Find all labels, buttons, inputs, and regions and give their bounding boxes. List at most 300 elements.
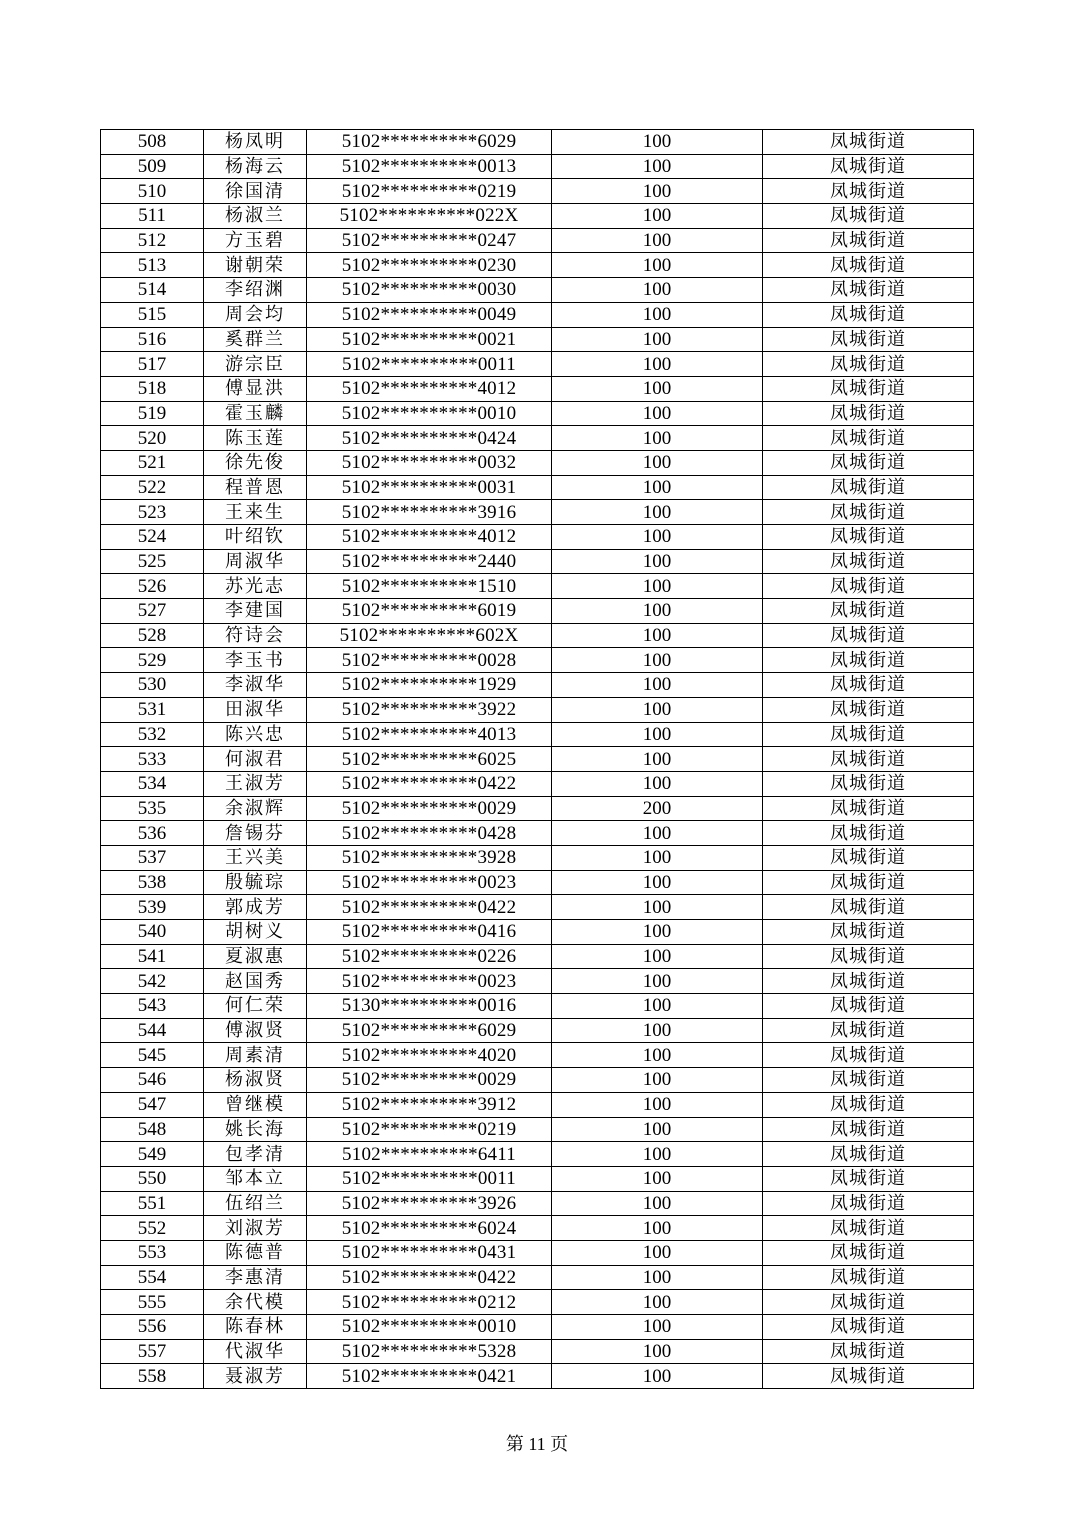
- cell-street: 凤城街道: [763, 253, 974, 278]
- cell-name: 周素清: [204, 1043, 307, 1068]
- cell-index: 526: [101, 574, 204, 599]
- cell-index: 534: [101, 771, 204, 796]
- cell-amount: 100: [552, 1043, 763, 1068]
- cell-name: 杨海云: [204, 154, 307, 179]
- cell-street: 凤城街道: [763, 1142, 974, 1167]
- cell-id-number: 5102**********4013: [307, 722, 552, 747]
- cell-amount: 100: [552, 574, 763, 599]
- table-row: [101, 154, 974, 179]
- cell-id-number: 5102**********0424: [307, 426, 552, 451]
- cell-id-number: 5102**********0219: [307, 1117, 552, 1142]
- cell-id-number: 5102**********0422: [307, 1265, 552, 1290]
- cell-amount: 100: [552, 747, 763, 772]
- cell-id-number: 5130**********0016: [307, 994, 552, 1019]
- cell-id-number: 5102**********0416: [307, 920, 552, 945]
- cell-id-number: 5102**********0013: [307, 154, 552, 179]
- cell-street: 凤城街道: [763, 450, 974, 475]
- cell-name: 陈兴忠: [204, 722, 307, 747]
- cell-name: 郭成芳: [204, 895, 307, 920]
- cell-street: 凤城街道: [763, 1240, 974, 1265]
- cell-name: 陈德普: [204, 1240, 307, 1265]
- cell-amount: 100: [552, 648, 763, 673]
- cell-id-number: 5102**********0021: [307, 327, 552, 352]
- cell-index: 554: [101, 1265, 204, 1290]
- cell-name: 余淑辉: [204, 796, 307, 821]
- cell-amount: 100: [552, 673, 763, 698]
- cell-amount: 100: [552, 352, 763, 377]
- cell-name: 陈春林: [204, 1315, 307, 1340]
- cell-id-number: 5102**********6019: [307, 599, 552, 624]
- cell-index: 510: [101, 179, 204, 204]
- cell-index: 527: [101, 599, 204, 624]
- cell-amount: 100: [552, 475, 763, 500]
- cell-index: 543: [101, 994, 204, 1019]
- table-row: [101, 1339, 974, 1364]
- cell-name: 包孝清: [204, 1142, 307, 1167]
- cell-index: 528: [101, 623, 204, 648]
- cell-amount: 100: [552, 376, 763, 401]
- table-row: [101, 920, 974, 945]
- page-number: 第 11 页: [505, 1434, 569, 1454]
- table-row: [101, 969, 974, 994]
- cell-amount: 100: [552, 944, 763, 969]
- cell-amount: 100: [552, 401, 763, 426]
- cell-index: 518: [101, 376, 204, 401]
- cell-name: 傅淑贤: [204, 1018, 307, 1043]
- cell-id-number: 5102**********0230: [307, 253, 552, 278]
- cell-name: 周会均: [204, 302, 307, 327]
- cell-index: 535: [101, 796, 204, 821]
- cell-amount: 100: [552, 623, 763, 648]
- cell-id-number: 5102**********4012: [307, 525, 552, 550]
- cell-name: 徐国清: [204, 179, 307, 204]
- cell-index: 546: [101, 1068, 204, 1093]
- cell-index: 548: [101, 1117, 204, 1142]
- cell-index: 508: [101, 130, 204, 155]
- table-row: [101, 1166, 974, 1191]
- table-row: [101, 747, 974, 772]
- cell-name: 傅显洪: [204, 376, 307, 401]
- table-row: [101, 1142, 974, 1167]
- cell-index: 550: [101, 1166, 204, 1191]
- cell-id-number: 5102**********0011: [307, 1166, 552, 1191]
- cell-street: 凤城街道: [763, 1364, 974, 1389]
- cell-street: 凤城街道: [763, 944, 974, 969]
- cell-index: 524: [101, 525, 204, 550]
- cell-street: 凤城街道: [763, 204, 974, 229]
- cell-name: 叶绍钦: [204, 525, 307, 550]
- cell-index: 514: [101, 278, 204, 303]
- cell-index: 536: [101, 821, 204, 846]
- table-row: [101, 821, 974, 846]
- cell-name: 赵国秀: [204, 969, 307, 994]
- cell-street: 凤城街道: [763, 1166, 974, 1191]
- table-row: [101, 1265, 974, 1290]
- cell-id-number: 5102**********3916: [307, 500, 552, 525]
- cell-amount: 100: [552, 450, 763, 475]
- table-row: [101, 228, 974, 253]
- cell-street: 凤城街道: [763, 697, 974, 722]
- table-row: [101, 1191, 974, 1216]
- cell-amount: 100: [552, 821, 763, 846]
- cell-id-number: 5102**********0422: [307, 895, 552, 920]
- cell-id-number: 5102**********0219: [307, 179, 552, 204]
- cell-amount: 100: [552, 920, 763, 945]
- table-row: [101, 895, 974, 920]
- table-row: [101, 648, 974, 673]
- cell-index: 558: [101, 1364, 204, 1389]
- cell-id-number: 5102**********4020: [307, 1043, 552, 1068]
- cell-street: 凤城街道: [763, 1068, 974, 1093]
- cell-amount: 100: [552, 994, 763, 1019]
- cell-street: 凤城街道: [763, 1018, 974, 1043]
- cell-amount: 100: [552, 228, 763, 253]
- cell-name: 周淑华: [204, 549, 307, 574]
- cell-street: 凤城街道: [763, 401, 974, 426]
- cell-id-number: 5102**********0011: [307, 352, 552, 377]
- table-row: [101, 327, 974, 352]
- cell-name: 谢朝荣: [204, 253, 307, 278]
- table-row: [101, 179, 974, 204]
- cell-name: 杨淑贤: [204, 1068, 307, 1093]
- table-row: [101, 722, 974, 747]
- table-row: [101, 302, 974, 327]
- cell-index: 545: [101, 1043, 204, 1068]
- cell-id-number: 5102**********0428: [307, 821, 552, 846]
- cell-street: 凤城街道: [763, 1216, 974, 1241]
- table-row: [101, 426, 974, 451]
- cell-id-number: 5102**********0431: [307, 1240, 552, 1265]
- cell-street: 凤城街道: [763, 969, 974, 994]
- cell-street: 凤城街道: [763, 1043, 974, 1068]
- cell-name: 杨淑兰: [204, 204, 307, 229]
- cell-name: 李建国: [204, 599, 307, 624]
- cell-amount: 100: [552, 1265, 763, 1290]
- cell-amount: 100: [552, 771, 763, 796]
- cell-street: 凤城街道: [763, 1117, 974, 1142]
- table-row: [101, 525, 974, 550]
- cell-name: 王兴美: [204, 845, 307, 870]
- cell-amount: 100: [552, 278, 763, 303]
- cell-name: 李玉书: [204, 648, 307, 673]
- cell-id-number: 5102**********3928: [307, 845, 552, 870]
- cell-index: 515: [101, 302, 204, 327]
- cell-name: 田淑华: [204, 697, 307, 722]
- cell-amount: 100: [552, 599, 763, 624]
- table-row: [101, 401, 974, 426]
- cell-id-number: 5102**********0226: [307, 944, 552, 969]
- cell-name: 刘淑芳: [204, 1216, 307, 1241]
- cell-name: 方玉碧: [204, 228, 307, 253]
- cell-amount: 100: [552, 697, 763, 722]
- cell-id-number: 5102**********6411: [307, 1142, 552, 1167]
- cell-index: 523: [101, 500, 204, 525]
- table-row: [101, 204, 974, 229]
- cell-amount: 100: [552, 130, 763, 155]
- cell-amount: 100: [552, 426, 763, 451]
- cell-name: 苏光志: [204, 574, 307, 599]
- cell-street: 凤城街道: [763, 920, 974, 945]
- cell-id-number: 5102**********0029: [307, 1068, 552, 1093]
- cell-index: 537: [101, 845, 204, 870]
- cell-amount: 100: [552, 1364, 763, 1389]
- cell-index: 522: [101, 475, 204, 500]
- cell-street: 凤城街道: [763, 648, 974, 673]
- cell-name: 詹锡芬: [204, 821, 307, 846]
- cell-amount: 100: [552, 1191, 763, 1216]
- cell-amount: 100: [552, 1142, 763, 1167]
- cell-index: 557: [101, 1339, 204, 1364]
- cell-index: 511: [101, 204, 204, 229]
- cell-name: 胡树义: [204, 920, 307, 945]
- cell-index: 512: [101, 228, 204, 253]
- cell-street: 凤城街道: [763, 475, 974, 500]
- table-body: [101, 130, 974, 1389]
- table-row: [101, 130, 974, 155]
- cell-index: 513: [101, 253, 204, 278]
- cell-id-number: 5102**********4012: [307, 376, 552, 401]
- cell-street: 凤城街道: [763, 747, 974, 772]
- cell-index: 516: [101, 327, 204, 352]
- cell-name: 殷毓琮: [204, 870, 307, 895]
- cell-id-number: 5102**********0023: [307, 870, 552, 895]
- table-row: [101, 623, 974, 648]
- cell-id-number: 5102**********0031: [307, 475, 552, 500]
- cell-index: 549: [101, 1142, 204, 1167]
- cell-index: 551: [101, 1191, 204, 1216]
- table-row: [101, 796, 974, 821]
- cell-amount: 100: [552, 1092, 763, 1117]
- cell-id-number: 5102**********0029: [307, 796, 552, 821]
- cell-name: 李绍渊: [204, 278, 307, 303]
- table-row: [101, 1240, 974, 1265]
- cell-street: 凤城街道: [763, 1092, 974, 1117]
- cell-id-number: 5102**********0049: [307, 302, 552, 327]
- cell-amount: 100: [552, 302, 763, 327]
- cell-street: 凤城街道: [763, 352, 974, 377]
- cell-street: 凤城街道: [763, 821, 974, 846]
- cell-amount: 100: [552, 179, 763, 204]
- cell-name: 聂淑芳: [204, 1364, 307, 1389]
- cell-street: 凤城街道: [763, 994, 974, 1019]
- cell-name: 王来生: [204, 500, 307, 525]
- cell-street: 凤城街道: [763, 574, 974, 599]
- table-row: [101, 1018, 974, 1043]
- cell-street: 凤城街道: [763, 549, 974, 574]
- cell-id-number: 5102**********0212: [307, 1290, 552, 1315]
- cell-id-number: 5102**********5328: [307, 1339, 552, 1364]
- cell-name: 霍玉麟: [204, 401, 307, 426]
- table-row: [101, 1290, 974, 1315]
- cell-id-number: 5102**********0421: [307, 1364, 552, 1389]
- cell-amount: 100: [552, 1290, 763, 1315]
- cell-index: 552: [101, 1216, 204, 1241]
- cell-id-number: 5102**********6029: [307, 1018, 552, 1043]
- table-row: [101, 1216, 974, 1241]
- cell-name: 李惠清: [204, 1265, 307, 1290]
- cell-name: 王淑芳: [204, 771, 307, 796]
- cell-index: 538: [101, 870, 204, 895]
- cell-street: 凤城街道: [763, 1339, 974, 1364]
- cell-id-number: 5102**********0010: [307, 1315, 552, 1340]
- table-row: [101, 450, 974, 475]
- cell-amount: 100: [552, 154, 763, 179]
- cell-street: 凤城街道: [763, 1191, 974, 1216]
- cell-street: 凤城街道: [763, 845, 974, 870]
- table-row: [101, 253, 974, 278]
- table-row: [101, 771, 974, 796]
- cell-id-number: 5102**********0023: [307, 969, 552, 994]
- table-row: [101, 1092, 974, 1117]
- cell-street: 凤城街道: [763, 130, 974, 155]
- cell-index: 525: [101, 549, 204, 574]
- cell-street: 凤城街道: [763, 376, 974, 401]
- table-row: [101, 1364, 974, 1389]
- cell-index: 509: [101, 154, 204, 179]
- cell-id-number: 5102**********0422: [307, 771, 552, 796]
- cell-name: 游宗臣: [204, 352, 307, 377]
- cell-index: 517: [101, 352, 204, 377]
- cell-index: 553: [101, 1240, 204, 1265]
- table-row: [101, 1043, 974, 1068]
- cell-amount: 100: [552, 327, 763, 352]
- cell-amount: 100: [552, 1216, 763, 1241]
- cell-amount: 100: [552, 895, 763, 920]
- cell-street: 凤城街道: [763, 179, 974, 204]
- cell-name: 邹本立: [204, 1166, 307, 1191]
- cell-index: 520: [101, 426, 204, 451]
- cell-id-number: 5102**********0030: [307, 278, 552, 303]
- table-row: [101, 845, 974, 870]
- cell-index: 540: [101, 920, 204, 945]
- table-row: [101, 500, 974, 525]
- cell-street: 凤城街道: [763, 426, 974, 451]
- cell-street: 凤城街道: [763, 895, 974, 920]
- table-row: [101, 944, 974, 969]
- cell-name: 李淑华: [204, 673, 307, 698]
- cell-amount: 100: [552, 1339, 763, 1364]
- cell-amount: 100: [552, 722, 763, 747]
- cell-street: 凤城街道: [763, 1265, 974, 1290]
- table-row: [101, 1117, 974, 1142]
- cell-name: 夏淑惠: [204, 944, 307, 969]
- cell-name: 杨凤明: [204, 130, 307, 155]
- cell-amount: 100: [552, 525, 763, 550]
- cell-amount: 100: [552, 1117, 763, 1142]
- cell-amount: 200: [552, 796, 763, 821]
- cell-street: 凤城街道: [763, 327, 974, 352]
- cell-id-number: 5102**********3922: [307, 697, 552, 722]
- cell-name: 徐先俊: [204, 450, 307, 475]
- cell-amount: 100: [552, 870, 763, 895]
- cell-amount: 100: [552, 969, 763, 994]
- cell-index: 533: [101, 747, 204, 772]
- cell-street: 凤城街道: [763, 796, 974, 821]
- cell-amount: 100: [552, 549, 763, 574]
- cell-name: 代淑华: [204, 1339, 307, 1364]
- cell-id-number: 5102**********6025: [307, 747, 552, 772]
- cell-id-number: 5102**********1929: [307, 673, 552, 698]
- cell-amount: 100: [552, 1315, 763, 1340]
- cell-street: 凤城街道: [763, 228, 974, 253]
- cell-index: 541: [101, 944, 204, 969]
- cell-street: 凤城街道: [763, 525, 974, 550]
- cell-amount: 100: [552, 500, 763, 525]
- table-row: [101, 599, 974, 624]
- table-row: [101, 278, 974, 303]
- cell-amount: 100: [552, 1166, 763, 1191]
- table-row: [101, 1315, 974, 1340]
- table-row: [101, 574, 974, 599]
- cell-index: 542: [101, 969, 204, 994]
- cell-name: 余代模: [204, 1290, 307, 1315]
- table-row: [101, 697, 974, 722]
- cell-index: 556: [101, 1315, 204, 1340]
- cell-amount: 100: [552, 253, 763, 278]
- cell-id-number: 5102**********0010: [307, 401, 552, 426]
- table-row: [101, 994, 974, 1019]
- table-row: [101, 549, 974, 574]
- data-table: [100, 129, 974, 1389]
- cell-id-number: 5102**********0028: [307, 648, 552, 673]
- cell-name: 陈玉莲: [204, 426, 307, 451]
- cell-street: 凤城街道: [763, 302, 974, 327]
- cell-name: 何仁荣: [204, 994, 307, 1019]
- cell-amount: 100: [552, 204, 763, 229]
- cell-name: 何淑君: [204, 747, 307, 772]
- cell-amount: 100: [552, 845, 763, 870]
- table-row: [101, 673, 974, 698]
- table-row: [101, 870, 974, 895]
- cell-name: 符诗会: [204, 623, 307, 648]
- cell-name: 姚长海: [204, 1117, 307, 1142]
- cell-index: 544: [101, 1018, 204, 1043]
- cell-name: 程普恩: [204, 475, 307, 500]
- cell-index: 530: [101, 673, 204, 698]
- table-row: [101, 475, 974, 500]
- cell-street: 凤城街道: [763, 154, 974, 179]
- cell-name: 曾继模: [204, 1092, 307, 1117]
- cell-street: 凤城街道: [763, 500, 974, 525]
- table-row: [101, 376, 974, 401]
- cell-id-number: 5102**********3912: [307, 1092, 552, 1117]
- cell-index: 539: [101, 895, 204, 920]
- cell-index: 547: [101, 1092, 204, 1117]
- cell-street: 凤城街道: [763, 1290, 974, 1315]
- cell-index: 519: [101, 401, 204, 426]
- cell-amount: 100: [552, 1018, 763, 1043]
- cell-street: 凤城街道: [763, 771, 974, 796]
- cell-name: 奚群兰: [204, 327, 307, 352]
- table-row: [101, 352, 974, 377]
- cell-index: 531: [101, 697, 204, 722]
- cell-street: 凤城街道: [763, 870, 974, 895]
- cell-street: 凤城街道: [763, 673, 974, 698]
- cell-id-number: 5102**********2440: [307, 549, 552, 574]
- cell-amount: 100: [552, 1068, 763, 1093]
- cell-id-number: 5102**********6029: [307, 130, 552, 155]
- cell-id-number: 5102**********022X: [307, 204, 552, 229]
- cell-index: 521: [101, 450, 204, 475]
- table-row: [101, 1068, 974, 1093]
- cell-index: 555: [101, 1290, 204, 1315]
- cell-street: 凤城街道: [763, 1315, 974, 1340]
- cell-street: 凤城街道: [763, 623, 974, 648]
- cell-id-number: 5102**********6024: [307, 1216, 552, 1241]
- cell-amount: 100: [552, 1240, 763, 1265]
- cell-name: 伍绍兰: [204, 1191, 307, 1216]
- cell-index: 532: [101, 722, 204, 747]
